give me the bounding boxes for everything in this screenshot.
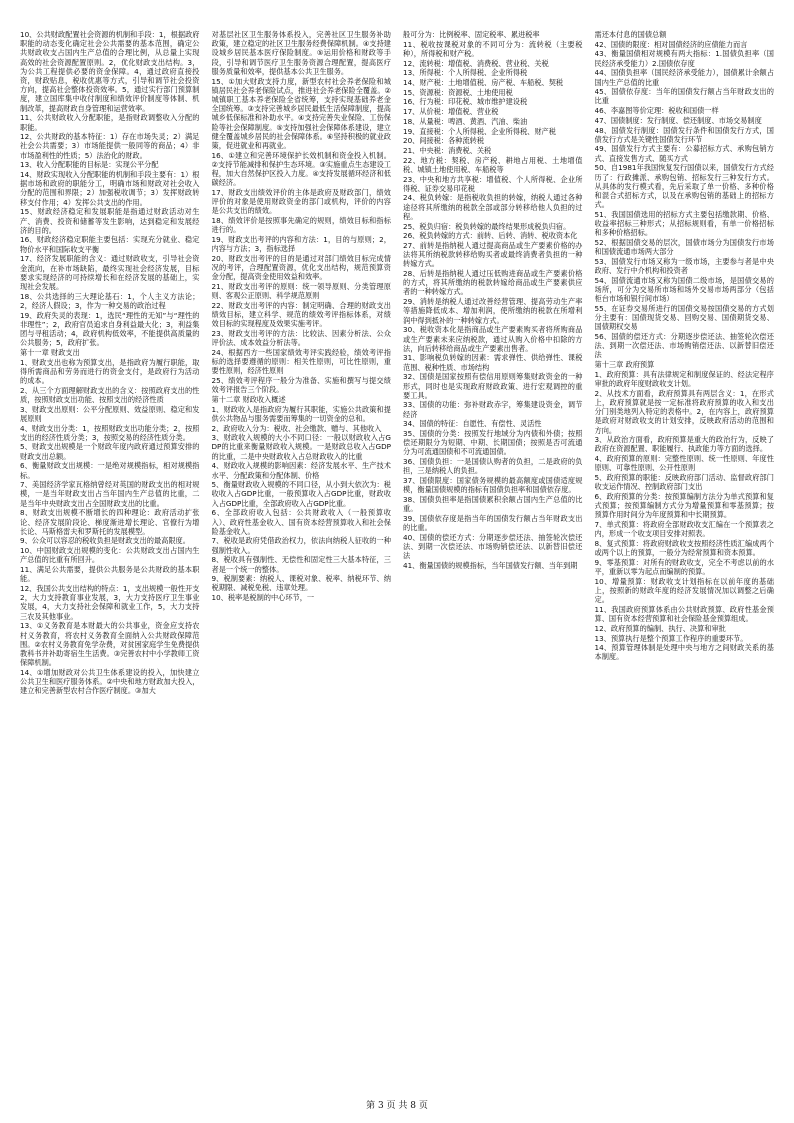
paragraph: 3、从政治方面看，政府预算是重大的政治行为，反映了政府在资源配置、职能履行、执政能力等方面的选择。 [594, 435, 774, 454]
paragraph: 14、①增加财政对公共卫生体系建设的投入，加快建立公共卫生和医疗服务体系。②中央和地方财政加大投入，建立和完善新型农村合作医疗制度。③加大 [20, 667, 200, 696]
paragraph: 28、后转是指纳税人通过压低购进商品或生产要素价格的方式，将其所缴纳的税款转嫁给商品或生产要素供应者的一种转嫁方式。 [403, 269, 583, 297]
paragraph: 8、财政支出规模不断增长的四种理论：政府活动扩张论、经济发展阶段论、梯度渐进增长理论、官僚行为增长论、马斯格雷夫和罗斯托的发展模型。 [20, 508, 200, 536]
paragraph: 13、预算执行是整个预算工作程序的重要环节。 [594, 633, 748, 643]
paragraph: 12、流转税：增值税、消费税、营业税、关税 [403, 58, 549, 68]
paragraph: 2、从三个方面理解财政支出的含义：按照政府支出的性质，按照财政支出功能、按照支出的经济性质 [20, 385, 200, 404]
paragraph: 53、国债发行市场又称为一级市场，主要参与者是中央政府、发行中介机构和投资者 [594, 256, 774, 276]
paragraph: 第十二章 财政收入概述 [211, 394, 286, 404]
paragraph: 9、税制要素：纳税人、课税对象、税率、纳税环节、纳税期限、减税免税、违章处理。 [211, 574, 391, 593]
paragraph: 44、国债负担率（国民经济承受能力），国债累计余额占国内生产总值的比重 [594, 68, 774, 87]
paragraph: 19、直接税：个人所得税、企业所得税、财产税 [403, 126, 556, 136]
text-column-1 [20, 30, 200, 1090]
paragraph: 14、预算管理体制是处理中央与地方之间财政关系的基本制度。 [594, 643, 774, 662]
paragraph: 1、政府预算：具有法律规定和制度保证的、经法定程序审批的政府年度财政收支计划。 [594, 369, 774, 389]
paragraph: 对基层社区卫生服务体系投入，完善社区卫生服务补助政策，建立稳定的社区卫生服务经费保障机制。④支持建设城乡居民基本医疗保险制度。⑤运用价格和财政等手段，引导和调节医疗卫生服务资源合理配置，提高医疗服务质量和效率，提供基本公共卫生服务。 [211, 30, 391, 76]
paragraph: 11、我国政府预算体系由公共财政预算、政府性基金预算、国有资本经营预算和社会保险基金预算组成。 [594, 604, 774, 624]
paragraph: 36、国债负担：一是国债认购者的负担，二是政府的负担，三是纳税人的负担。 [403, 457, 583, 476]
paragraph: 13、所得税：个人所得税、企业所得税 [403, 68, 528, 78]
paragraph: 第十一章 财政支出 [20, 347, 80, 357]
paragraph: 8、税收具有强制性、无偿性和固定性三大基本特征，三者是一个统一的整体。 [211, 555, 391, 574]
paragraph: 14、财产税：土地增值税、房产税、车船税、契税 [403, 78, 564, 88]
paragraph: 3、财政支出原则：公平分配原则、效益原则、稳定和发展原则 [20, 404, 200, 423]
paragraph: 4、财政收入规模的影响因素：经济发展水平、生产技术水平、分配政策和分配体制、价格 [211, 461, 391, 480]
paragraph: 56、国债的偿还方式：分期逐步偿还法、抽签轮次偿还法、到期一次偿还法、市场购销偿还法、以新替旧偿还法 [594, 332, 774, 360]
paragraph: 1、财政支出也称为预算支出，是指政府为履行职能，取得所需商品和劳务而进行的资金支付，是政府行为活动的成本。 [20, 357, 200, 386]
paragraph: 20、财政支出考评的目的是通过对部门绩效目标完成情况的考评，合理配置资源，优化支出结构，规范预算资金分配，提高资金使用效益和效率。 [211, 253, 391, 282]
paragraph: 38、国债负担率是指国债累积余额占国内生产总值的比重。 [403, 494, 583, 514]
paragraph: 24、税负转嫁：是指税收负担的转嫁，纳税人通过各种途径将其所缴纳的税款全部或部分转移给他人负担的过程。 [403, 193, 583, 221]
paragraph: 11、满足公共需要，提供公共服务是公共财政的基本职能。 [20, 565, 200, 584]
paragraph: 19、政府失灵的表现：1，选民“理性的无知”与“理性的非理性”；2，政府官员追求自身利益最大化；3，利益集团与寻租活动；4，政府机构低效率，不能提供高质量的公共服务；5，政府扩张。 [20, 310, 200, 348]
paragraph: 39、国债依存度是指当年的国债发行额占当年财政支出的比重。 [403, 513, 583, 533]
paragraph: 18、绩效评价是按照事先确定的规则，绩效目标和指标进行的。 [211, 216, 391, 235]
paragraph: 16、财政经济稳定职能主要包括：实现充分就业、稳定物价水平和国际收支平衡 [20, 235, 200, 254]
paragraph: 9、公众可以容忍的税收负担是财政支出的最高限度。 [20, 536, 190, 546]
paragraph: 18、公共选择的三大理论基石：1，个人主义方法论；2，经济人假设；3，作为一种交易的政治过程 [20, 291, 200, 310]
paragraph: 20、间接税：各种流转税 [403, 136, 485, 146]
paragraph: 31、影响税负转嫁的因素：需求弹性、供给弹性、课税范围、税种性质、市场结构 [403, 353, 583, 372]
paragraph: 4、财政支出分类：1，按照财政支出功能分类；2，按照支出的经济性质分类；3，按照交易的经济性质分类。 [20, 423, 200, 442]
paragraph: 5、政府预算的职能：反映政府部门活动、监督政府部门收支运作情况、控制政府部门支出 [594, 473, 774, 492]
paragraph: 般可分为：比例税率、固定税率、累进税率 [403, 30, 540, 39]
paragraph: 16、行为税：印花税、城市维护建设税 [403, 97, 528, 107]
paragraph: 10、中国财政支出规模的变化：公共财政支出占国内生产总值的比重有所回升。 [20, 546, 200, 565]
text-columns [20, 30, 774, 1090]
paragraph: 7、单式预算：将政府全部财政收支汇编在一个预算表之内，形成一个收支项目安排对照表。 [594, 520, 774, 539]
paragraph: 29、消转是纳税人通过改善经营管理、提高劳动生产率等措施降低成本、增加利润，使所缴纳的税款在所增利润中得到抵补的一种转嫁方式。 [403, 297, 583, 325]
paragraph: 37、国债限度：国家债务规模的最高额度或国债适度规模，衡量国债规模的指标有国债负担率和国债依存度。 [403, 476, 583, 495]
text-column-2 [212, 30, 392, 1090]
paragraph: 50、自1981年我国恢复发行国债以来，国债发行方式经历了：行政摊派、承购包销、招标发行三种发行方式。从具体的发行模式看，先后采取了单一价格、多种价格和混合式招标方式，以及在承购包销的基础上的招标方式。 [594, 163, 774, 210]
paragraph: 52、根据国债交易的层次，国债市场分为国债发行市场和国债流通市场两大部分 [594, 237, 774, 257]
paragraph: 13、①义务教育是本财最大的公共事业，资金应支持农村义务教育，将农村义务教育全面纳入公共财政保障范围。②农村义务教育免学杂费，对贫困家庭学生免费提供教科书并补助寄宿生生活费。③完善农村中小学教师工资保障机制。 [20, 621, 200, 668]
paragraph: 30、税收资本化是指商品或生产要素购买者将所购商品或生产要素未来应纳税款，通过从购入价格中扣除的方法，向后转移给商品或生产要素出售者。 [403, 325, 583, 353]
paragraph: 15、资源税：资源税、土地使用税 [403, 87, 513, 97]
paragraph: 24、根据西方一些国家绩效考评实践经验，绩效考评指标的选择要遵循的原则：相关性原则，可比性原则，重要性原则，经济性原则 [211, 347, 391, 376]
paragraph: 23、中央和地方共享税：增值税、个人所得税、企业所得税、证券交易印花税 [403, 174, 583, 193]
paragraph: 8、复式预算：将政府财政收支按照经济性质汇编成两个或两个以上的预算，一般分为经常预算和资本预算。 [594, 538, 774, 558]
paragraph: 10、公共财政配置社会资源的机制和手段：1，根据政府职能的动态变化确定社会公共需要的基本范围，确定公共财政收支占国内生产总值的合理比例，从总量上实现高效的社会资源配置原则。2，优化财政支出结构。3，为公共工程提供必要的资金保障。4，通过政府直接投资，财政贴息，税收优惠等方式，引导和调节社会投资方向，提高社会整体投资效率。5，通过实行部门预算制度，建立国库集中收付制度和绩效评价制度等体制、机制改革，提高财政自身管理和运营效率。 [20, 30, 200, 113]
paragraph: 1、财政收入是指政府为履行其职能，实施公共政策和提供公共物品与服务需要而筹集的一切资金的总和。 [211, 404, 391, 423]
paragraph: 22、财政支出考评的内容：制定明确、合理的财政支出绩效目标，建立科学、规范的绩效考评指标体系，对绩效目标的实现程度及效果实施考评。 [211, 300, 391, 329]
paragraph: 18、从量税：啤酒、黄酒、汽油、柴油 [403, 116, 528, 126]
paragraph: 11、税收按课税对象的不同可分为：流转税（主要税种），所得税和财产税。 [403, 39, 583, 58]
paragraph: 22、地方税：契税、房产税、耕地占用税、土地增值税、城镇土地使用税、车船税等 [403, 155, 583, 174]
paragraph: 46、李嘉图等价定理：税收和国债一样 [594, 106, 719, 116]
paragraph: 12、我国公共支出结构的特点：1，支出规模一般性开支2，大力支持教育事业发展，3，大力支持医疗卫生事业发展，4，大力支持社会保障和就业工作，5，大力支持三农及其他事业。 [20, 583, 200, 621]
paragraph: 6、政府预算的分类：按预算编制方法分为单式预算和复式预算；按预算编制方式分为增量预算和零基预算；按预算作用时间分为年度预算和中长期预算。 [594, 491, 774, 520]
paragraph: 34、国债的特征：自愿性、有偿性、灵活性 [403, 419, 542, 429]
paragraph: 15、①加大财政支持力度，新型农村社会养老保险和城镇居民社会养老保险试点，推进社会养老保险全覆盖。②城镇职工基本养老保险全省统筹，支持实现基础养老金全国统筹。③支持完善城乡居民最低生活保障制度，提高城乡低保标准和补助水平。④支持完善失业保险、工伤保险等社会保障制度。⑤支持加强社会保障体系建设，建立健全覆盖城乡居民的社会保障体系。⑥坚持积极的就业政策，促进就业和再就业。 [211, 76, 391, 150]
paragraph: 17、从价税：增值税、营业税 [403, 107, 499, 117]
paragraph: 47、国债制度：发行制度、偿还制度、市场交易制度 [594, 115, 762, 125]
paragraph: 2、从技术方面看，政府预算具有两层含义：1，在形式上，政府预算就是按一定标准将政府预算的收入和支出分门别类地列入特定的表格中。2，在内容上，政府预算是政府对财政收支的计划安排，反映政府活动的范围和方向。 [594, 388, 774, 435]
paragraph: 21、中央税：消费税、关税 [403, 145, 492, 155]
paragraph: 9、零基预算：对所有的财政收支，完全不考虑以前的水平，重新以零为起点而编制的预算。 [594, 557, 774, 577]
paragraph: 51、我国国债选用的招标方式主要包括缴款期、价格、收益率招标三种形式；从招标规则看，有单一价格招标和多种价格招标。 [594, 209, 774, 238]
paragraph: 54、国债流通市场又称为国债二级市场，是国债交易的场所，可分为交易所市场和场外交易市场两部分（包括柜台市场和银行间市场） [594, 275, 774, 304]
paragraph: 13、收入分配职能的目标是：实现公平分配 [20, 160, 159, 170]
paragraph: 19、财政支出考评的内容和方法：1，目的与原则；2，内容与方法；3，指标选择 [211, 234, 391, 254]
paragraph: 42、国债的限度：相对国债经济的应债能力而言 [594, 39, 748, 49]
paragraph: 17、财政支出绩效评价的主体是政府及财政部门，绩效评价的对象是使用财政资金的部门或机构，评价的内容是公共支出的绩效。 [211, 187, 391, 216]
text-column-4 [595, 30, 775, 1090]
paragraph: 25、税负归宿：税负转嫁的最终结果形成税负归宿。 [403, 221, 571, 231]
paragraph: 35、国债的分类：按照发行地域分为内债和外债；按照偿还期限分为短期、中期、长期国债；按照是否可流通分为可流通国债和不可流通国债。 [403, 429, 583, 457]
page-number-footer: 第 3 页 共 8 页 [366, 1101, 428, 1111]
paragraph: 41、衡量国债的规模指标，当年国债发行额、当年到期 [403, 560, 578, 570]
paragraph: 48、国债发行制度：国债发行条件和国债发行方式，国债发行方式是关键性国债发行环节 [594, 125, 774, 144]
paragraph: 15、财政经济稳定和发展职能是指通过财政活动对生产、消费、投资和储蓄等发生影响，达到稳定和发展经济的目的。 [20, 207, 200, 235]
paragraph: 33、国债的功能：弥补财政赤字，筹集建设资金，调节经济 [403, 400, 583, 419]
paragraph: 12、公共财政的基本特征：1）存在市场失灵；2）满足社会公共需要；3）市场能提供一般同等的商品；4）非市场盈利性的性质；5）法治化的财政。 [20, 132, 200, 160]
paragraph: 6、衡量财政支出规模：一是绝对规模指标，相对规模指标。 [20, 461, 200, 480]
paragraph: 43、衡量国债相对规模有两大指标：1.国债负担率（国民经济承受能力）2.国债依存度 [594, 49, 774, 68]
paragraph: 12、政府预算的编制、执行、决算和审批 [594, 623, 726, 633]
paragraph: 23、财政支出考评的方法：比较法、因素分析法、公众评价法、成本效益分析法等。 [211, 329, 391, 348]
paragraph: 27、前转是指纳税人通过提高商品或生产要素价格的办法将其所纳税款转移给购买者或最终消费者负担的一种转嫁方式。 [403, 240, 583, 269]
paragraph: 40、国债的偿还方式：分期逐步偿还法、抽签轮次偿还法、到期一次偿还法、市场购销偿还法、以新替旧偿还法 [403, 532, 583, 561]
paragraph: 2、政府收入分为：税收、社会缴款、赠与、其他收入 [211, 423, 382, 433]
paragraph: 16、①建立和完善环境保护长效机制和资金投入机制。②支持节能减排和保护生态环境。③实施重点生态建设工程，加大自然保护区投入力度。④支持发展循环经济和低碳经济。 [211, 150, 391, 188]
paragraph: 49、国债发行方式主要有：公募招标方式、承购包销方式、直接发售方式、随买方式 [594, 144, 774, 163]
paragraph: 10、税率是税制的中心环节，一 [211, 593, 315, 603]
paragraph: 45、国债依存度：当年的国债发行额占当年财政支出的比重 [594, 87, 774, 106]
paragraph: 25、绩效考评程序一般分为准备、实施和撰写与提交绩效考评报告三个阶段。 [211, 376, 391, 395]
paragraph: 32、国债是国家按照有偿信用原则筹集财政资金的一种形式，同时也是实现政府财政政策、进行宏观调控的重要工具。 [403, 372, 583, 400]
paragraph: 7、税收是政府凭借政治权力，依法向纳税人征收的一种强制性收入。 [211, 536, 391, 555]
paragraph: 6、全部政府收入包括：公共财政收入（一般预算收入）、政府性基金收入、国有资本经营预算收入和社会保险基金收入。 [211, 508, 391, 536]
paragraph: 21、财政支出考评的原则：统一领导原则、分类管理原则、客观公正原则、科学规范原则 [211, 281, 391, 301]
paragraph: 5、衡量财政收入规模的不同口径，从小到大依次为：税收收入占GDP比重，一般预算收入占GDP比重，财政收入占GDP比重，全部政府收入占GDP比重。 [211, 480, 391, 508]
paragraph: 17、经济发展职能的含义：通过财政收支，引导社会资金流向，在补市场缺陷，最终实现社会经济发展，目标要求实现经济的可持续增长和在经济发展的基础上，实现社会发展。 [20, 254, 200, 291]
paragraph: 第十三章 政府预算 [594, 360, 655, 370]
paragraph: 55、在证券交易所进行的国债交易按国债交易的方式划分主要有：国债现货交易、回购交易、国债期货交易、国债期权交易 [594, 303, 774, 332]
paragraph: 11、公共财政收入分配职能，是指财政调整收入分配的职能。 [20, 113, 200, 132]
paragraph: 10、增量预算：财政收支计划指标在以前年度的基础上，按照新的财政年度的经济发展情况加以调整之后确定。 [594, 576, 774, 605]
paragraph: 14、财政实现收入分配职能的机制和手段主要有：1）根据市场和政府的职能分工，明确市场和财政对社会收入分配的范围和界限；2）加强税收调节；3）发挥财政转移支付作用；4）发挥公共支出的作用。 [20, 170, 200, 207]
text-column-3 [403, 30, 583, 1090]
paragraph: 26、税负转嫁的方式：前转、后转、消转、税收资本化 [403, 231, 578, 241]
paragraph: 需还本付息的国债总额 [594, 30, 667, 39]
paragraph: 5、财政支出规模是一个财政年度内政府通过预算安排的财政支出总额。 [20, 442, 200, 461]
paragraph: 7、美国经济学家瓦格纳曾经对英国的财政支出的相对规模，一是当年财政支出占当年国内生产总值的比重，二是当年中央财政支出占全国财政支出的比重。 [20, 480, 200, 508]
paragraph: 4、政府预算的原则：完整性原则、统一性原则、年度性原则、可靠性原则、公开性原则 [594, 454, 774, 473]
paragraph: 3、财政收入规模的大小不同口径：一般以财政收入占GDP的比重来衡量财政收入规模。一是财政总收入占GDP的比重，二是中央财政收入占总财政收入的比重 [211, 433, 391, 461]
